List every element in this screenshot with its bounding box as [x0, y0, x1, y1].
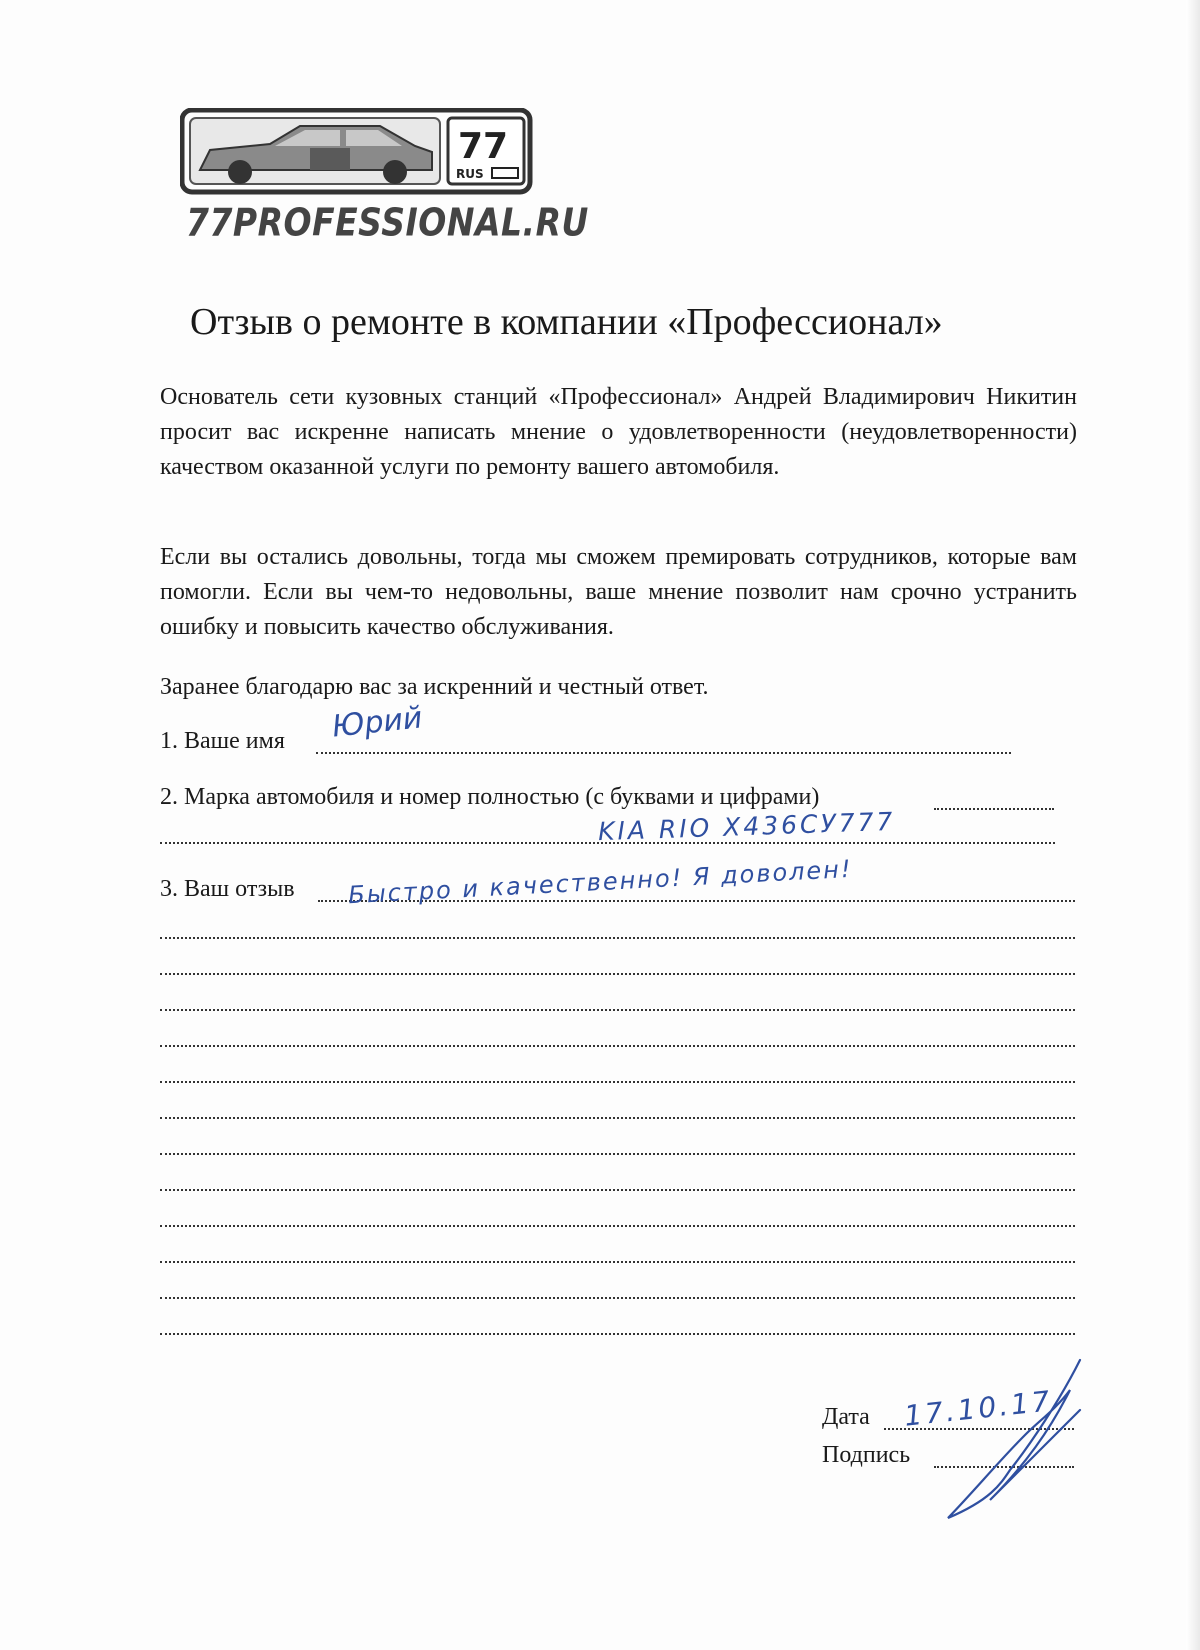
car-field-value: KIA RIO Х436СУ777 [597, 806, 896, 847]
review-field-label: 3. Ваш отзыв [160, 876, 295, 902]
page-title: Отзыв о ремонте в компании «Профессионал» [190, 301, 943, 343]
logo-badge-number: 77 [458, 126, 509, 167]
thanks-paragraph: Заранее благодарю вас за искренний и честный ответ. [160, 674, 709, 700]
review-line-4[interactable] [160, 1009, 1075, 1011]
review-line-10[interactable] [160, 1225, 1075, 1227]
date-field-label: Дата [822, 1404, 870, 1430]
signature-field-label: Подпись [822, 1442, 911, 1468]
date-field-value: 17.10.17 [902, 1384, 1055, 1433]
logo-badge-region: RUS [456, 167, 484, 181]
review-line-11[interactable] [160, 1261, 1075, 1263]
review-line-6[interactable] [160, 1081, 1075, 1083]
scan-edge-shadow [1186, 0, 1200, 1650]
car-field-line-1[interactable] [934, 808, 1054, 810]
name-field-label: 1. Ваше имя [160, 728, 285, 754]
review-line-9[interactable] [160, 1189, 1075, 1191]
review-line-13[interactable] [160, 1333, 1075, 1335]
name-field-value: Юрий [330, 700, 425, 745]
review-line-5[interactable] [160, 1045, 1075, 1047]
review-field-value: Быстро и качественно! Я доволен! [347, 854, 854, 910]
satisfaction-paragraph: Если вы остались довольны, тогда мы сможем премировать сотрудников, которые вам помогли. Если вы чем-то недовольны, ваше мнение позволит нам срочно устранить ошибку и повысить качество обслуживания. [160, 544, 1077, 640]
handwritten-signature [930, 1350, 1100, 1530]
name-field-line[interactable] [316, 752, 1011, 754]
review-line-7[interactable] [160, 1117, 1075, 1119]
car-field-label: 2. Марка автомобиля и номер полностью (с буквами и цифрами) [160, 784, 820, 810]
logo-site-name: 77PROFESSIONAL.RU [186, 200, 589, 245]
intro-paragraph: Основатель сети кузовных станций «Профессионал» Андрей Владимирович Никитин просит вас искренне написать мнение о удовлетворенности (неудовлетворенности) качеством оказанной услуги по ремонту вашего автомобиля. [160, 384, 1077, 480]
review-line-2[interactable] [160, 937, 1075, 939]
review-line-12[interactable] [160, 1297, 1075, 1299]
review-line-3[interactable] [160, 973, 1075, 975]
review-line-8[interactable] [160, 1153, 1075, 1155]
